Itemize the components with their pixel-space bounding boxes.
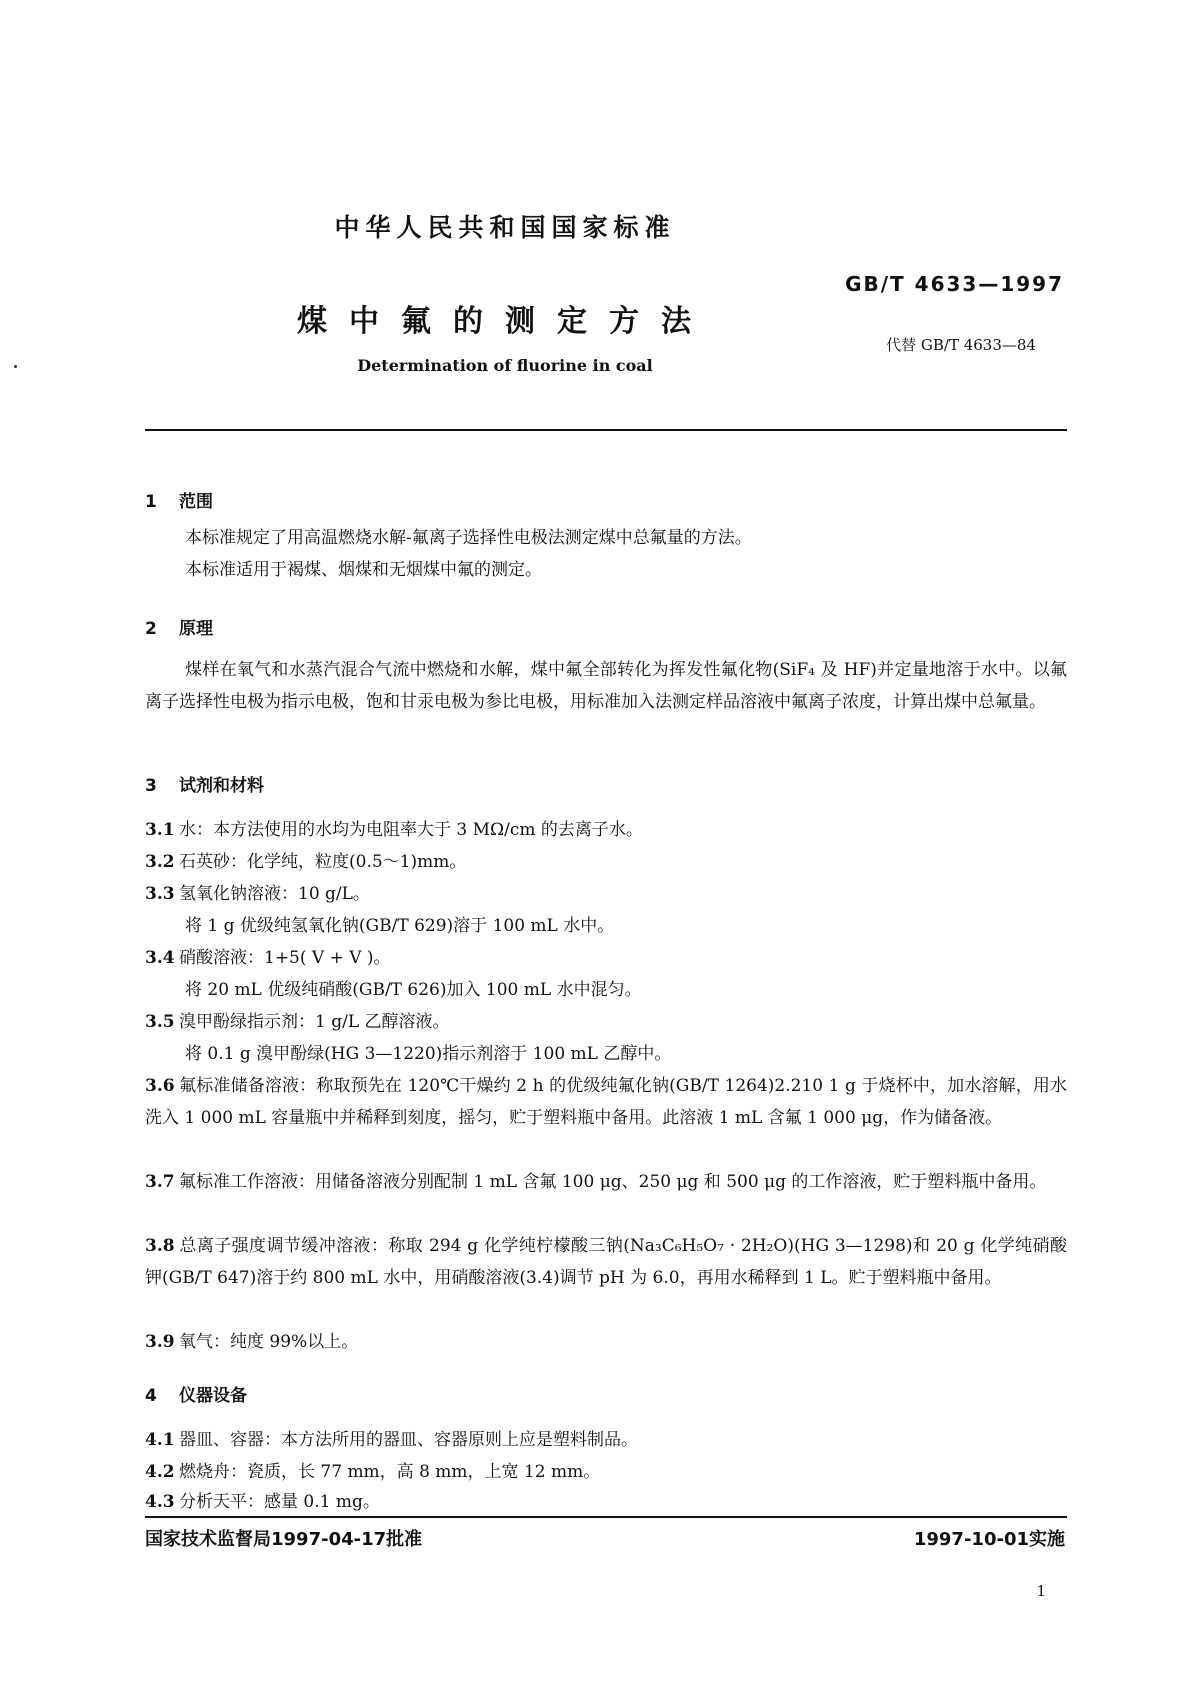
clause-3-4	[145, 942, 1067, 974]
document-title: 煤中氟的测定方法	[297, 304, 713, 339]
section-heading-2	[145, 614, 213, 639]
clause-number: 3.6	[145, 1076, 175, 1096]
clause-text: 总离子强度调节缓冲溶液：称取 294 g 化学纯柠檬酸三钠(Na₃C₆H₅O₇ · 2H₂O)(HG 3—1298)和 20 g 化学纯硝酸钾(GB/T 647)溶于约 800 mL 水中，用硝酸溶液(3.4)调节 pH 为 6.0，再用水稀释到 1 L。贮于塑料瓶中备用。	[145, 1236, 1067, 1288]
clause-3-1	[145, 814, 1067, 846]
clause-3-3-detail: 将 1 g 优级纯氢氧化钠(GB/T 629)溶于 100 mL 水中。	[185, 916, 615, 936]
clause-number: 3.1	[145, 820, 175, 840]
clause-text: 器皿、容器：本方法所用的器皿、容器原则上应是塑料制品。	[179, 1430, 638, 1450]
english-subtitle: Determination of fluorine in coal	[357, 356, 653, 375]
section-1-paragraph-2: 本标准适用于褐煤、烟煤和无烟煤中氟的测定。	[185, 560, 542, 580]
section-title: 试剂和材料	[179, 776, 264, 796]
section-2-paragraph-1: 煤样在氧气和水蒸汽混合气流中燃烧和水解，煤中氟全部转化为挥发性氟化物(SiF₄ 及 HF)并定量地溶于水中。以氟离子选择性电极为指示电极，饱和甘汞电极为参比电极，用标准加入法测定样品溶液中氟离子浓度，计算出煤中总氟量。	[145, 660, 1067, 712]
clause-text: 分析天平：感量 0.1 mg。	[179, 1492, 380, 1512]
clause-3-3	[145, 878, 1067, 910]
section-number: 2	[145, 619, 157, 639]
section-title: 仪器设备	[179, 1386, 247, 1406]
section-title: 范围	[179, 492, 213, 512]
section-heading-3	[145, 771, 264, 796]
clause-text: 氧气：纯度 99%以上。	[179, 1332, 359, 1352]
clause-text: 氢氧化钠溶液：10 g/L。	[179, 884, 370, 904]
section-number: 1	[145, 492, 157, 512]
clause-text: 水：本方法使用的水均为电阻率大于 3 MΩ/cm 的去离子水。	[179, 820, 643, 840]
header-divider	[145, 429, 1067, 431]
clause-number: 4.2	[145, 1462, 175, 1482]
clause-number: 3.8	[145, 1236, 175, 1256]
section-heading-1	[145, 487, 213, 512]
clause-3-4-detail: 将 20 mL 优级纯硝酸(GB/T 626)加入 100 mL 水中混匀。	[185, 980, 642, 1000]
clause-text: 氟标准储备溶液：称取预先在 120℃干燥约 2 h 的优级纯氟化钠(GB/T 1264)2.210 1 g 于烧杯中，加水溶解，用水洗入 1 000 mL 容量瓶中并稀释到刻度，摇匀，贮于塑料瓶中备用。此溶液 1 mL 含氟 1 000 μg，作为储备液。	[145, 1076, 1067, 1128]
section-title: 原理	[179, 619, 213, 639]
clause-4-3	[145, 1486, 1067, 1518]
approval-line: 国家技术监督局1997-04-17批准	[145, 1529, 423, 1550]
clause-text: 溴甲酚绿指示剂：1 g/L 乙醇溶液。	[179, 1012, 450, 1032]
clause-3-7	[145, 1166, 1067, 1198]
national-standard-title: 中华人民共和国国家标准	[334, 213, 676, 242]
scan-artifact-dot	[14, 365, 17, 368]
clause-3-5	[145, 1006, 1067, 1038]
clause-text: 石英砂：化学纯，粒度(0.5～1)mm。	[179, 852, 467, 872]
section-heading-4	[145, 1381, 247, 1406]
clause-number: 4.1	[145, 1430, 175, 1450]
clause-number: 3.3	[145, 884, 175, 904]
clause-number: 3.7	[145, 1172, 175, 1192]
clause-3-6	[145, 1070, 1067, 1134]
clause-4-2	[145, 1456, 1067, 1488]
standard-number: GB/T 4633—1997	[845, 272, 1064, 296]
clause-text: 硝酸溶液：1+5( V + V )。	[179, 948, 391, 968]
clause-3-2	[145, 846, 1067, 878]
clause-3-5-detail: 将 0.1 g 溴甲酚绿(HG 3—1220)指示剂溶于 100 mL 乙醇中。	[185, 1044, 672, 1064]
clause-3-9	[145, 1326, 1067, 1358]
replaces-note: 代替 GB/T 4633—84	[886, 336, 1036, 354]
clause-number: 3.4	[145, 948, 175, 968]
footer-divider	[145, 1516, 1067, 1518]
clause-number: 3.2	[145, 852, 175, 872]
clause-text: 燃烧舟：瓷质，长 77 mm，高 8 mm，上宽 12 mm。	[179, 1462, 601, 1482]
section-number: 4	[145, 1386, 157, 1406]
effective-date: 1997-10-01实施	[913, 1529, 1065, 1550]
clause-number: 3.9	[145, 1332, 175, 1352]
clause-3-8	[145, 1230, 1067, 1294]
clause-4-1	[145, 1424, 1067, 1456]
clause-number: 4.3	[145, 1492, 175, 1512]
page-number: 1	[1036, 1582, 1046, 1600]
section-number: 3	[145, 776, 157, 796]
clause-number: 3.5	[145, 1012, 175, 1032]
section-1-paragraph-1: 本标准规定了用高温燃烧水解-氟离子选择性电极法测定煤中总氟量的方法。	[185, 528, 752, 548]
clause-text: 氟标准工作溶液：用储备溶液分别配制 1 mL 含氟 100 μg、250 μg 和 500 μg 的工作溶液，贮于塑料瓶中备用。	[179, 1172, 1047, 1192]
